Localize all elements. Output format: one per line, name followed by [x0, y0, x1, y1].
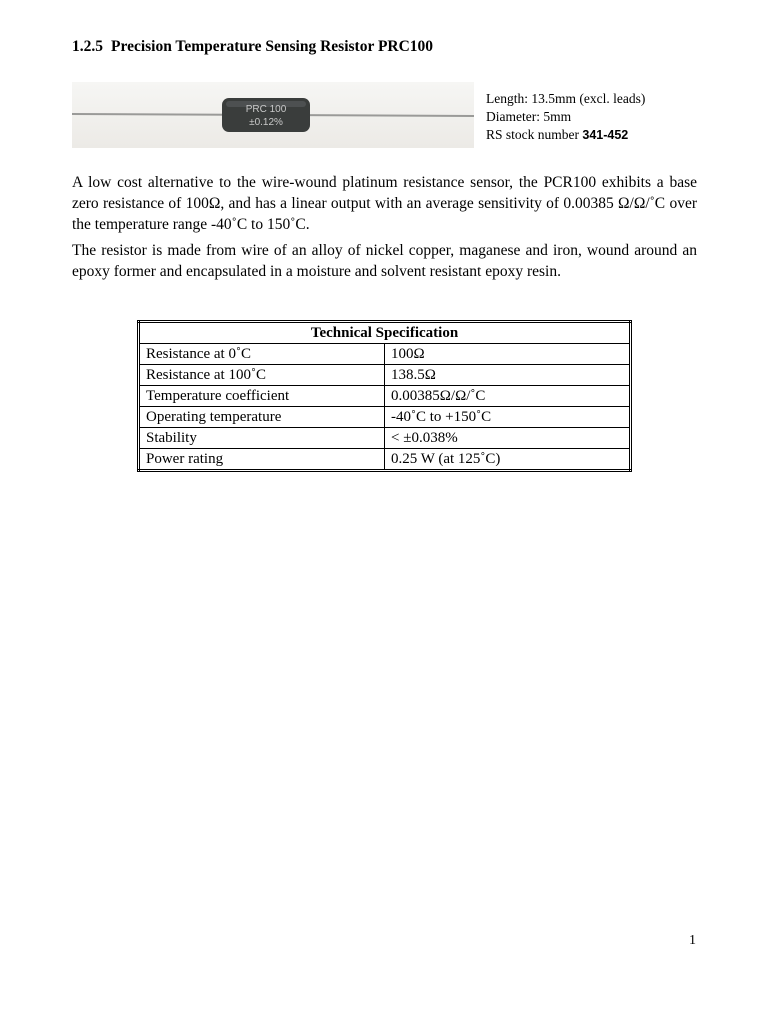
paragraph-intro: A low cost alternative to the wire-wound platinum resistance sensor, the PCR100 exhibits a base zero resistance of 100Ω, and has a linear output with an average sensitivity of 0.00385 Ω/Ω/˚C over the temperature range -40˚C to 150˚C. [72, 174, 697, 233]
page-number: 1 [689, 933, 696, 948]
spec-label: Stability [139, 428, 385, 449]
rs-stock-number: 341-452 [582, 128, 629, 142]
spec-rs-stock [486, 126, 645, 144]
section-number: 1.2.5 [72, 38, 103, 55]
spec-value: 100Ω [385, 344, 631, 365]
rs-stock-label: RS stock number [486, 127, 583, 142]
table-header-row [139, 322, 631, 344]
spec-label: Power rating [139, 449, 385, 471]
spec-value: -40˚C to +150˚C [385, 407, 631, 428]
spec-label: Temperature coefficient [139, 386, 385, 407]
spec-value: 138.5Ω [385, 365, 631, 386]
spec-value: 0.00385Ω/Ω/˚C [385, 386, 631, 407]
spec-label: Operating temperature [139, 407, 385, 428]
spec-diameter: Diameter: 5mm [486, 109, 572, 124]
resistor-illustration [72, 82, 474, 148]
table-row [139, 428, 631, 449]
table-title: Technical Specification [139, 322, 631, 344]
spec-value: < ±0.038% [385, 428, 631, 449]
section-heading [72, 38, 433, 56]
table-row [139, 386, 631, 407]
resistor-label-line1: PRC 100 [245, 104, 287, 115]
table-row [139, 344, 631, 365]
spec-length: Length: 13.5mm (excl. leads) [486, 91, 646, 106]
resistor-photo [72, 82, 474, 148]
table-row [139, 407, 631, 428]
spec-label: Resistance at 0˚C [139, 344, 385, 365]
spec-value: 0.25 W (at 125˚C) [385, 449, 631, 471]
technical-spec-table [137, 320, 632, 472]
table-row [139, 365, 631, 386]
resistor-specs [486, 90, 645, 144]
resistor-label-line2: ±0.12% [249, 117, 283, 128]
table-row [139, 449, 631, 471]
spec-label: Resistance at 100˚C [139, 365, 385, 386]
paragraph-construction: The resistor is made from wire of an alloy of nickel copper, maganese and iron, wound around an epoxy former and encapsulated in a moisture and solvent resistant epoxy resin. [72, 242, 697, 280]
section-title: Precision Temperature Sensing Resistor PRC100 [111, 38, 434, 55]
